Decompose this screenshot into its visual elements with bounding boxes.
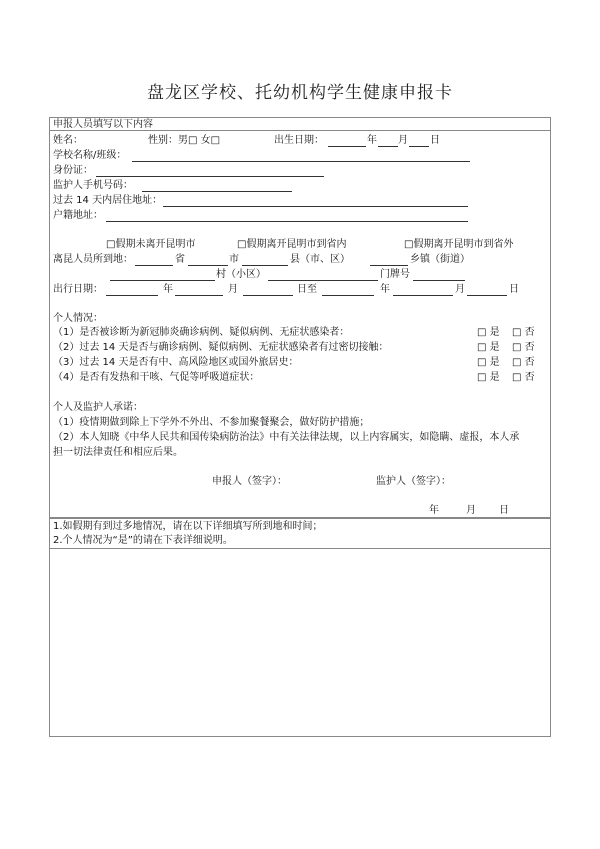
guardian-phone-blank[interactable] — [142, 191, 292, 192]
travel-month2: 月 — [455, 284, 465, 295]
personal-heading: 个人情况： — [53, 313, 103, 324]
dest-province-blank[interactable] — [135, 265, 173, 266]
declarant-sign-label: 申报人（签字）： — [212, 476, 287, 487]
birth-month: 月 — [398, 135, 408, 146]
name-label: 姓名： — [53, 135, 83, 146]
sign-month: 月 — [466, 505, 476, 516]
personal-item-1: （1）是否被诊断为新冠肺炎确诊病例、疑似病例、无症状感染者： — [53, 327, 350, 338]
form-header: 申报人员填写以下内容 — [53, 119, 153, 130]
promise-line-3: 担一切法律责任和相应后果。 — [53, 447, 183, 458]
gender-label[interactable]: 性别：男□ 女□ — [148, 135, 221, 146]
birth-label: 出生日期： — [274, 135, 324, 146]
school-label: 学校名称/班级： — [53, 150, 127, 161]
travel-year2: 年 — [380, 284, 390, 295]
hukou-label: 户籍地址： — [53, 210, 103, 221]
personal-item-4: （4）是否有发热和干咳、气促等呼吸道症状： — [53, 372, 260, 383]
sign-day: 日 — [499, 505, 509, 516]
option-out-province[interactable]: □假期离开昆明市到省外 — [404, 239, 514, 250]
personal-item-2: （2）过去 14 天是否与确诊病例、疑似病例、无症状感染者有过密切接触： — [53, 342, 389, 353]
dest-doorplate: 门牌号 — [380, 269, 410, 280]
dest-town: 乡镇（街道） — [410, 254, 470, 265]
dest-village: 村（小区） — [216, 269, 266, 280]
dest-province: 省 — [175, 254, 185, 265]
note-2: 2.个人情况为“是”的请在下表详细说明。 — [53, 535, 233, 546]
travel-month2-blank[interactable] — [393, 295, 453, 296]
travel-label: 出行日期： — [53, 284, 103, 295]
birth-year: 年 — [367, 135, 377, 146]
travel-month: 月 — [228, 284, 238, 295]
personal-item-3: （3）过去 14 天是否有中、高风险地区或国外旅居史： — [53, 357, 299, 368]
travel-year: 年 — [163, 284, 173, 295]
dest-label: 离昆人员所到地： — [53, 254, 133, 265]
item1-yes-checkbox[interactable]: □ 是 — [477, 327, 500, 338]
travel-day2-blank[interactable] — [467, 295, 507, 296]
option-not-left[interactable]: □假期未离开昆明市 — [106, 239, 196, 250]
dest-city-blank[interactable] — [188, 265, 228, 266]
travel-year2-blank[interactable] — [322, 295, 374, 296]
promise-line-1: （1）疫情期做到除上下学外不外出、不参加聚餐聚会，做好防护措施； — [53, 417, 370, 428]
page-title: 盘龙区学校、托幼机构学生健康申报卡 — [147, 83, 453, 103]
travel-month-blank[interactable] — [175, 295, 223, 296]
promise-heading: 个人及监护人承诺： — [53, 402, 143, 413]
travel-day-blank[interactable] — [243, 295, 293, 296]
dest-town-blank[interactable] — [370, 265, 408, 266]
promise-line-2: （2）本人知晓《中华人民共和国传染病防治法》中有关法律法规，以上内容属实，如隐瞒、虚报，本人承 — [53, 432, 520, 443]
guardian-phone-label: 监护人手机号码： — [53, 180, 133, 191]
id-blank[interactable] — [96, 176, 324, 177]
travel-day2: 日 — [509, 284, 519, 295]
dest-county-blank[interactable] — [242, 265, 288, 266]
dest-village-blank[interactable] — [110, 280, 215, 281]
item4-no-checkbox[interactable]: □ 否 — [512, 372, 535, 383]
travel-day: 日至 — [297, 284, 317, 295]
guardian-sign-label: 监护人（签字）： — [376, 476, 451, 487]
residence-blank[interactable] — [163, 206, 468, 207]
details-area[interactable] — [50, 549, 550, 736]
item3-no-checkbox[interactable]: □ 否 — [512, 357, 535, 368]
item2-no-checkbox[interactable]: □ 否 — [512, 342, 535, 353]
option-in-province[interactable]: □假期离开昆明市到省内 — [237, 239, 347, 250]
birth-month-blank[interactable] — [378, 146, 398, 147]
hukou-blank[interactable] — [106, 221, 468, 222]
dest-county: 县（市、区） — [290, 254, 350, 265]
note-1: 1.如假期有到过多地情况，请在以下详细填写所到地和时间； — [53, 521, 323, 532]
item3-yes-checkbox[interactable]: □ 是 — [477, 357, 500, 368]
item4-yes-checkbox[interactable]: □ 是 — [477, 372, 500, 383]
birth-year-blank[interactable] — [328, 146, 366, 147]
dest-doorplate-blank[interactable] — [268, 280, 378, 281]
item2-yes-checkbox[interactable]: □ 是 — [477, 342, 500, 353]
travel-year-blank[interactable] — [106, 295, 158, 296]
sign-year: 年 — [429, 505, 439, 516]
item1-no-checkbox[interactable]: □ 否 — [512, 327, 535, 338]
residence-label: 过去 14 天内居住地址： — [53, 195, 163, 206]
dest-doorplate-value-blank[interactable] — [413, 280, 465, 281]
birth-day: 日 — [430, 135, 440, 146]
id-label: 身份证： — [53, 165, 93, 176]
school-blank[interactable] — [132, 161, 470, 162]
dest-city: 市 — [229, 254, 239, 265]
birth-day-blank[interactable] — [409, 146, 429, 147]
